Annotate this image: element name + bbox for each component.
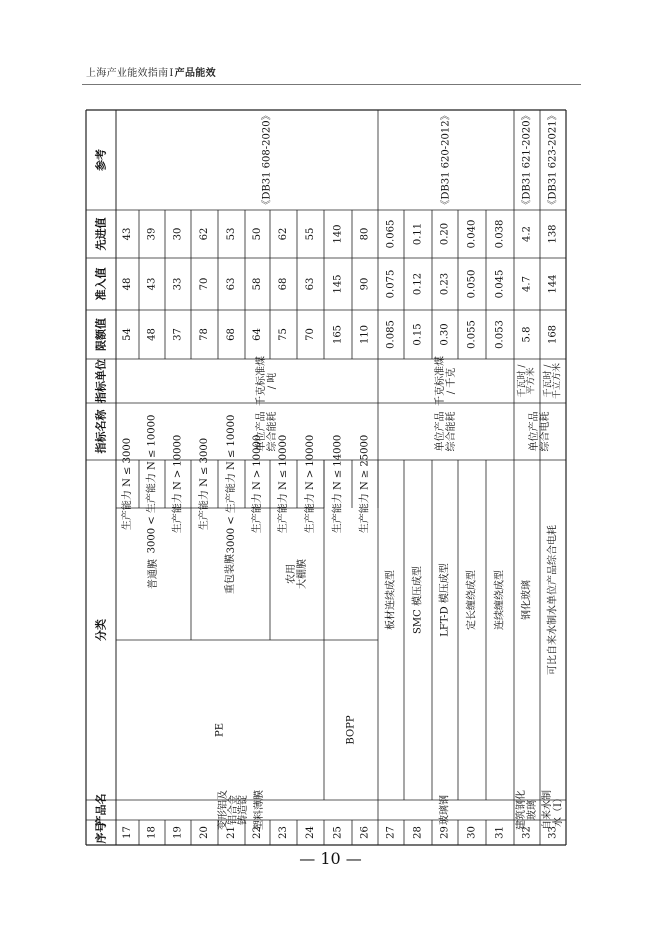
row-entry-29: 0.23 <box>439 272 451 296</box>
row-process-33: 可比自来水制水单位产品综合电耗 <box>547 525 559 675</box>
row-entry-32: 4.7 <box>521 276 533 292</box>
row-advanced-28: 0.11 <box>412 222 424 246</box>
unit-kgce-per-ton: 千克标准煤 <box>256 356 267 406</box>
header-indicator: 指标名称 <box>94 409 108 454</box>
row-entry-28: 0.12 <box>412 272 424 296</box>
header-guide-title: 上海产业能效指南 <box>86 68 169 79</box>
row-limit-26: 110 <box>359 324 371 345</box>
row-limit-22: 64 <box>252 328 263 341</box>
row-capacity-18: 3000 < 生产能力 N ≤ 10000 <box>146 414 158 554</box>
row-process-27: 板材连续成型 <box>385 570 397 630</box>
indicator-power: 综合电耗 <box>540 411 551 452</box>
category-heavy-pack-film: 重包装膜 <box>225 554 236 594</box>
row-entry-25: 145 <box>332 274 344 294</box>
indicator-energy-2: 单位产品 <box>435 411 446 452</box>
row-entry-30: 0.050 <box>466 269 478 299</box>
row-seq-32: 32 <box>521 826 533 839</box>
indicator-energy-1: 单位产品 <box>256 411 267 452</box>
row-seq-21: 21 <box>226 826 237 839</box>
row-seq-18: 18 <box>146 826 158 839</box>
product-frp: 玻璃钢 <box>439 795 451 825</box>
row-advanced-32: 4.2 <box>521 226 533 242</box>
row-seq-27: 27 <box>385 826 397 839</box>
row-seq-17: 17 <box>122 826 133 839</box>
header-separator: I <box>169 68 174 79</box>
reference-db31-623: 《DB31 623-2021》 <box>547 110 559 210</box>
header-category: 分类 <box>94 619 108 641</box>
row-capacity-26: 生产能力 N ≥ 25000 <box>359 434 371 534</box>
product-aluminum: 铸造锭 <box>238 795 249 825</box>
row-seq-30: 30 <box>466 826 478 839</box>
row-seq-31: 31 <box>494 826 506 839</box>
row-entry-26: 90 <box>359 277 371 291</box>
row-entry-33: 144 <box>547 274 559 294</box>
product-aluminum: 铝合金 <box>228 795 239 825</box>
product-tempered-glass: 建筑钢化 <box>516 790 527 830</box>
product-aluminum: 变形铝及 <box>218 790 229 830</box>
unit-kwh-per-m2: 千瓦时 / <box>517 364 528 398</box>
row-limit-27: 0.085 <box>385 320 397 349</box>
reference-db31-608: 《DB31 608-2020》 <box>261 110 273 210</box>
row-advanced-20: 62 <box>199 227 210 241</box>
row-advanced-27: 0.065 <box>385 219 397 249</box>
row-seq-20: 20 <box>199 826 210 839</box>
row-limit-17: 54 <box>122 328 133 341</box>
category-bopp: BOPP <box>345 715 357 745</box>
row-seq-29: 29 <box>439 826 451 839</box>
row-limit-33: 168 <box>547 324 559 345</box>
product-tap-water: 自来水制 <box>542 790 553 830</box>
row-capacity-23: 生产能力 N ≤ 10000 <box>278 434 289 534</box>
row-limit-25: 165 <box>332 324 344 345</box>
category-ordinary-film: 普通膜 <box>148 559 159 589</box>
unit-kgce-per-kg: 千克标准煤 <box>435 356 446 406</box>
row-seq-24: 24 <box>305 826 316 839</box>
row-advanced-23: 62 <box>278 227 289 241</box>
unit-kgce-per-kg: / 千克 <box>446 367 457 395</box>
row-entry-27: 0.075 <box>385 269 397 299</box>
reference-db31-621: 《DB31 621-2020》 <box>521 110 533 210</box>
row-process-28: SMC 模压成型 <box>412 566 424 634</box>
row-capacity-19: 生产能力 N > 10000 <box>172 434 184 534</box>
header-advanced: 先进值 <box>94 217 108 251</box>
row-capacity-17: 生产能力 N ≤ 3000 <box>122 437 133 531</box>
row-limit-28: 0.15 <box>412 323 424 346</box>
product-tap-water: 水（Ⅰ） <box>553 793 564 827</box>
category-greenhouse-film: 大棚膜 <box>297 559 308 589</box>
row-entry-19: 33 <box>172 277 184 291</box>
row-seq-19: 19 <box>172 826 184 839</box>
row-limit-30: 0.055 <box>466 320 478 349</box>
row-seq-28: 28 <box>412 826 424 839</box>
reference-db31-620: 《DB31 620-2012》 <box>440 110 452 210</box>
product-tempered-glass: 玻璃 <box>527 800 538 820</box>
row-entry-23: 68 <box>278 277 289 291</box>
row-capacity-21: 3000 < 生产能力 N ≤ 10000 <box>226 414 237 554</box>
row-seq-22: 22 <box>252 826 263 839</box>
header-product: 产品名 <box>94 793 108 827</box>
unit-kwh-per-km3: 千瓦时 / <box>543 364 554 398</box>
row-advanced-25: 140 <box>332 224 344 244</box>
unit-kgce-per-ton: / 吨 <box>267 372 278 390</box>
row-seq-25: 25 <box>332 826 344 839</box>
category-pe: PE <box>214 722 226 738</box>
row-limit-32: 5.8 <box>521 326 533 343</box>
row-advanced-29: 0.20 <box>439 222 451 246</box>
row-process-30: 定长缠绕成型 <box>466 570 478 630</box>
row-entry-17: 48 <box>122 277 133 291</box>
row-entry-24: 63 <box>305 277 316 291</box>
indicator-energy-2: 综合能耗 <box>446 411 457 452</box>
row-advanced-21: 53 <box>226 227 237 241</box>
row-entry-21: 63 <box>226 277 237 291</box>
row-process-31: 连续缠绕成型 <box>494 570 506 630</box>
row-capacity-24: 生产能力 N > 10000 <box>305 434 316 534</box>
row-limit-19: 37 <box>172 328 184 341</box>
row-process-29: LFT-D 模压成型 <box>439 563 451 637</box>
row-capacity-22: 生产能力 N > 10000 <box>252 434 263 534</box>
row-entry-20: 70 <box>199 277 210 291</box>
row-advanced-19: 30 <box>172 227 184 241</box>
indicator-power: 单位产品 <box>529 411 540 452</box>
row-limit-31: 0.053 <box>494 320 506 349</box>
row-seq-26: 26 <box>359 826 371 839</box>
unit-kwh-per-m2: 平方米 <box>526 367 537 395</box>
indicator-energy-1: 综合能耗 <box>267 411 278 452</box>
header-seq: 序号 <box>94 821 108 844</box>
row-limit-24: 70 <box>305 328 316 341</box>
row-limit-21: 68 <box>226 328 237 341</box>
header-entry: 准入值 <box>94 267 108 301</box>
page-number: — 10 — <box>299 849 362 868</box>
row-advanced-31: 0.038 <box>494 219 506 249</box>
row-advanced-30: 0.040 <box>466 219 478 249</box>
row-seq-33: 33 <box>547 826 559 839</box>
row-capacity-20: 生产能力 N ≤ 3000 <box>199 437 210 531</box>
unit-kwh-per-km3: 千立方米 <box>552 362 563 400</box>
header-unit: 指标单位 <box>94 359 108 403</box>
row-limit-20: 78 <box>199 328 210 341</box>
header-section-title: 产品能效 <box>174 68 216 79</box>
row-entry-22: 58 <box>252 277 263 291</box>
row-advanced-26: 80 <box>359 227 371 241</box>
row-advanced-33: 138 <box>547 224 559 244</box>
row-seq-23: 23 <box>278 826 289 839</box>
row-limit-23: 75 <box>278 328 289 341</box>
row-process-32: 钢化玻璃 <box>521 580 533 620</box>
row-advanced-24: 55 <box>305 227 316 241</box>
row-advanced-18: 39 <box>146 227 158 241</box>
product-plastic-film: 塑料薄膜 <box>254 790 265 830</box>
row-entry-31: 0.045 <box>494 269 506 299</box>
row-advanced-22: 50 <box>252 227 263 241</box>
category-greenhouse-film: 农用 <box>286 564 297 584</box>
header-reference: 参考 <box>94 149 108 171</box>
row-entry-18: 43 <box>146 277 158 291</box>
row-limit-18: 48 <box>146 328 158 341</box>
row-capacity-25: 生产能力 N ≤ 14000 <box>332 434 344 534</box>
row-advanced-17: 43 <box>122 227 133 241</box>
header-limit: 限额值 <box>94 318 108 351</box>
row-limit-29: 0.30 <box>439 323 451 346</box>
